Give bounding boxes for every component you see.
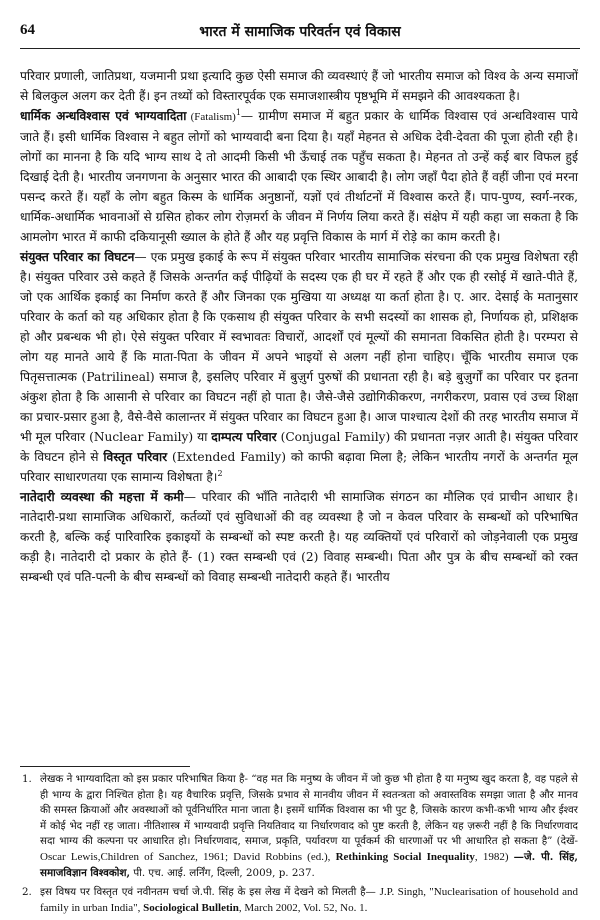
footnote-1: 1. लेखक ने भाग्यवादिता को इस प्रकार परिभाषित किया है- “वह मत कि मनुष्य के जीवन में जो कुछ भी होता है या मनुष्य खुद करता है, वह पहले से ही भाग्य के द्वारा निश्चित होता है। यह वैचारिक प्रवृत्ति, जिसके प्रभाव से मानवीय जीवन में स्वतन्त्रता को अवास्तविक समझा जाता है और मानव की समस्त क्रियाओं और अवस्थाओं को पूर्वनिर्धारित माना जाता है। इसमें धार्मिक विश्वास का भी पुट है, जिसके कारण कभी-कभी भाग्य और ईश्वर में कोई भेद नहीं रह जाता। नीतिशास्त्र में भाग्यवादी प्रवृत्ति नियतिवाद या निर्धारणवाद को पुष्ट करती है, लेकिन यह ज़रूरी नहीं है कि निर्धारणवाद सदा भाग्य की कल्पना पर आधारित हो। निर्धारणवाद, समाज, प्रकृति, पर्यावरण या पूर्वकर्म की धारणाओं पर भी आधारित हो सकता है” (देखें- Oscar Lewis,Children of Sanchez, 1961; David Robbins (ed.), Rethinking Social Inequality, 1982) —जे. पी. सिंह, समाजविज्ञान विश्वकोश, पी. एच. आई. लर्निंग, दिल्ली, 2009, p. 237.	[22, 773, 578, 879]
page-number: 64	[20, 22, 35, 38]
footnote-ref-1[interactable]: 1	[235, 107, 241, 117]
footnote-ref-2[interactable]: 2	[217, 468, 223, 478]
heading-joint-family: संयुक्त परिवार का विघटन	[20, 250, 135, 264]
running-title: भारत में सामाजिक परिवर्तन एवं विकास	[199, 24, 401, 40]
heading-kinship: नातेदारी व्यवस्था की महत्ता में कमी	[20, 490, 184, 504]
paragraph-intro: परिवार प्रणाली, जातिप्रथा, यजमानी प्रथा इत्यादि कुछ ऐसी समाज की व्यवस्थाएं हैं जो भारतीय समाज को विश्व के अन्य समाजों से बिलकुल अलग कर देती हैं। इन तथ्यों को विस्तारपूर्वक एक समाजशास्त्रीय पृष्ठभूमि में समझने की आवश्यकता है।	[20, 69, 578, 103]
paragraph-joint-family: संयुक्त परिवार का विघटन— एक प्रमुख इकाई के रूप में संयुक्त परिवार भारतीय सामाजिक संरचना की एक प्रमुख विशेषता रही है। संयुक्त परिवार उसे कहते हैं जिसके अन्तर्गत कई पीढ़ियों के सदस्य एक ही घर में रहते हैं और एक ही रसोई में खाते-पीते हैं, जो एक आर्थिक इकाई का निर्माण करते हैं और जिनका एक मुखिया या अध्यक्ष या कर्ता होता है। ए. आर. देसाई के मतानुसार परिवार के कर्ता को यह अधिकार होता है कि एकसाथ ही संयुक्त परिवार के सभी सदस्यों का शासक हो, निर्णायक हो, प्रशिक्षक हो और प्रबन्धक भी हो। ऐसे संयुक्त परिवार में स्वभावतः विचारों, आदर्शों एवं मूल्यों की समानता विकसित होती है। परम्परा से लोग यह मानते आये हैं कि माता-पिता के जीवन में अपने भाइयों से अलग नहीं होना चाहिए। चूँकि भारतीय समाज एक पितृसत्तात्मक (Patrilineal) समाज है, इसलिए परिवार में बुज़ुर्ग पुरुषों की प्रधानता रही है। बड़े बुज़ुर्गों का परिवार पर इतना अंकुश होता है कि आसानी से परिवार का विघटन नहीं हो पाता है। जैसे-जैसे उद्योगिकीकरण, नगरीकरण, प्रवास एवं उच्च शिक्षा का प्रचार-प्रसार हुआ है, वैसे-वैसे कालान्तर में संयुक्त परिवार का विघटन हुआ है। आज पाश्चात्य देशों की तरह भारतीय समाज में भी मूल परिवार (Nuclear Family) या दाम्पत्य परिवार (Conjugal Family) की प्रधानता नज़र आती है। संयुक्त परिवार के विघटन होने से विस्तृत परिवार (Extended Family) को काफी बढ़ावा मिला है; लेकिन भारतीय नगरों के अन्तर्गत मूल परिवार साधारणतया एक सामान्य विशेषता है।$^2$	[20, 250, 579, 484]
header-rule	[20, 48, 580, 49]
heading-fatalism: धार्मिक अन्धविश्वास एवं भाग्यवादिता	[20, 109, 187, 123]
footnotes	[20, 772, 578, 920]
footnote-rule	[20, 766, 190, 767]
paragraph-kinship: नातेदारी व्यवस्था की महत्ता में कमी— परिवार की भाँति नातेदारी भी सामाजिक संगठन का मौलिक एवं प्राचीन आधार है। नातेदारी-प्रथा सामाजिक अधिकारों, कर्तव्यों एवं सुविधाओं की वह व्यवस्था है जो न केवल परिवार के सम्बन्धों को परिभाषित करती है, बल्कि कई पारिवारिक इकाइयों के सम्बन्धों को स्पष्ट करती है। यह व्यक्तियों एवं परिवारों को जोड़नेवाली एक प्रमुख कड़ी है। नातेदारी दो प्रकार के होते हैं- (1) रक्त सम्बन्धी एवं (2) विवाह सम्बन्धी। पिता और पुत्र के बीच सम्बन्धों को रक्त सम्बन्धी एवं पति-पत्नी के बीच सम्बन्धों को विवाह सम्बन्धी नातेदारी कहते हैं। भारतीय	[20, 490, 578, 584]
paragraph-fatalism: धार्मिक अन्धविश्वास एवं भाग्यवादिता (Fatalism)$^1$— ग्रामीण समाज में बहुत प्रकार के धार्मिक विश्वास एवं अन्धविश्वास पाये जाते हैं। इसी धार्मिक विश्वास ने बहुत लोगों को भाग्यवादी बना दिया है। यहाँ मेहनत से अधिक देवी-देवता की पूजा होती रही है। लोगों का मानना है कि यदि भाग्य साथ दे तो आदमी किसी भी ऊँचाई तक पहुँच सकता है। मेहनत तो उन्हें कई बार विफल हुई दिखाई देती है। भारतीय जनगणना के अनुसार भारत की आबादी एक स्थिर आबादी है। लोग जहाँ पैदा होते हैं वहीं जीना एवं मरना पसन्द करते हैं। यहाँ के लोग बहुत किस्म के धार्मिक अनुष्ठानों, यज्ञों एवं तीर्थाटनों में विश्वास करते हैं। पाप-पुण्य, स्वर्ग-नरक, धार्मिक-अधार्मिक भावनाओं से ग्रसित होकर लोग रोज़मर्रा के जीवन में निर्णय लिया करते हैं। संक्षेप में यही कहा जा सकता है कि आमलोग भारत में काफी दकियानूसी ख्याल के होते हैं और यह प्रवृत्ति विकास के मार्ग में रोड़े का काम करती है।	[20, 107, 578, 244]
page-header	[20, 22, 580, 44]
body-text	[20, 66, 578, 587]
footnote-2: 2. इस विषय पर विस्तृत एवं नवीनतम चर्चा जे.पी. सिंह के इस लेख में देखने को मिलती है— J.P. Singh, "Nuclearisation of household and family in urban India", Sociological Bulletin, March 2002, Vol. 52, No. 1.	[22, 886, 578, 914]
